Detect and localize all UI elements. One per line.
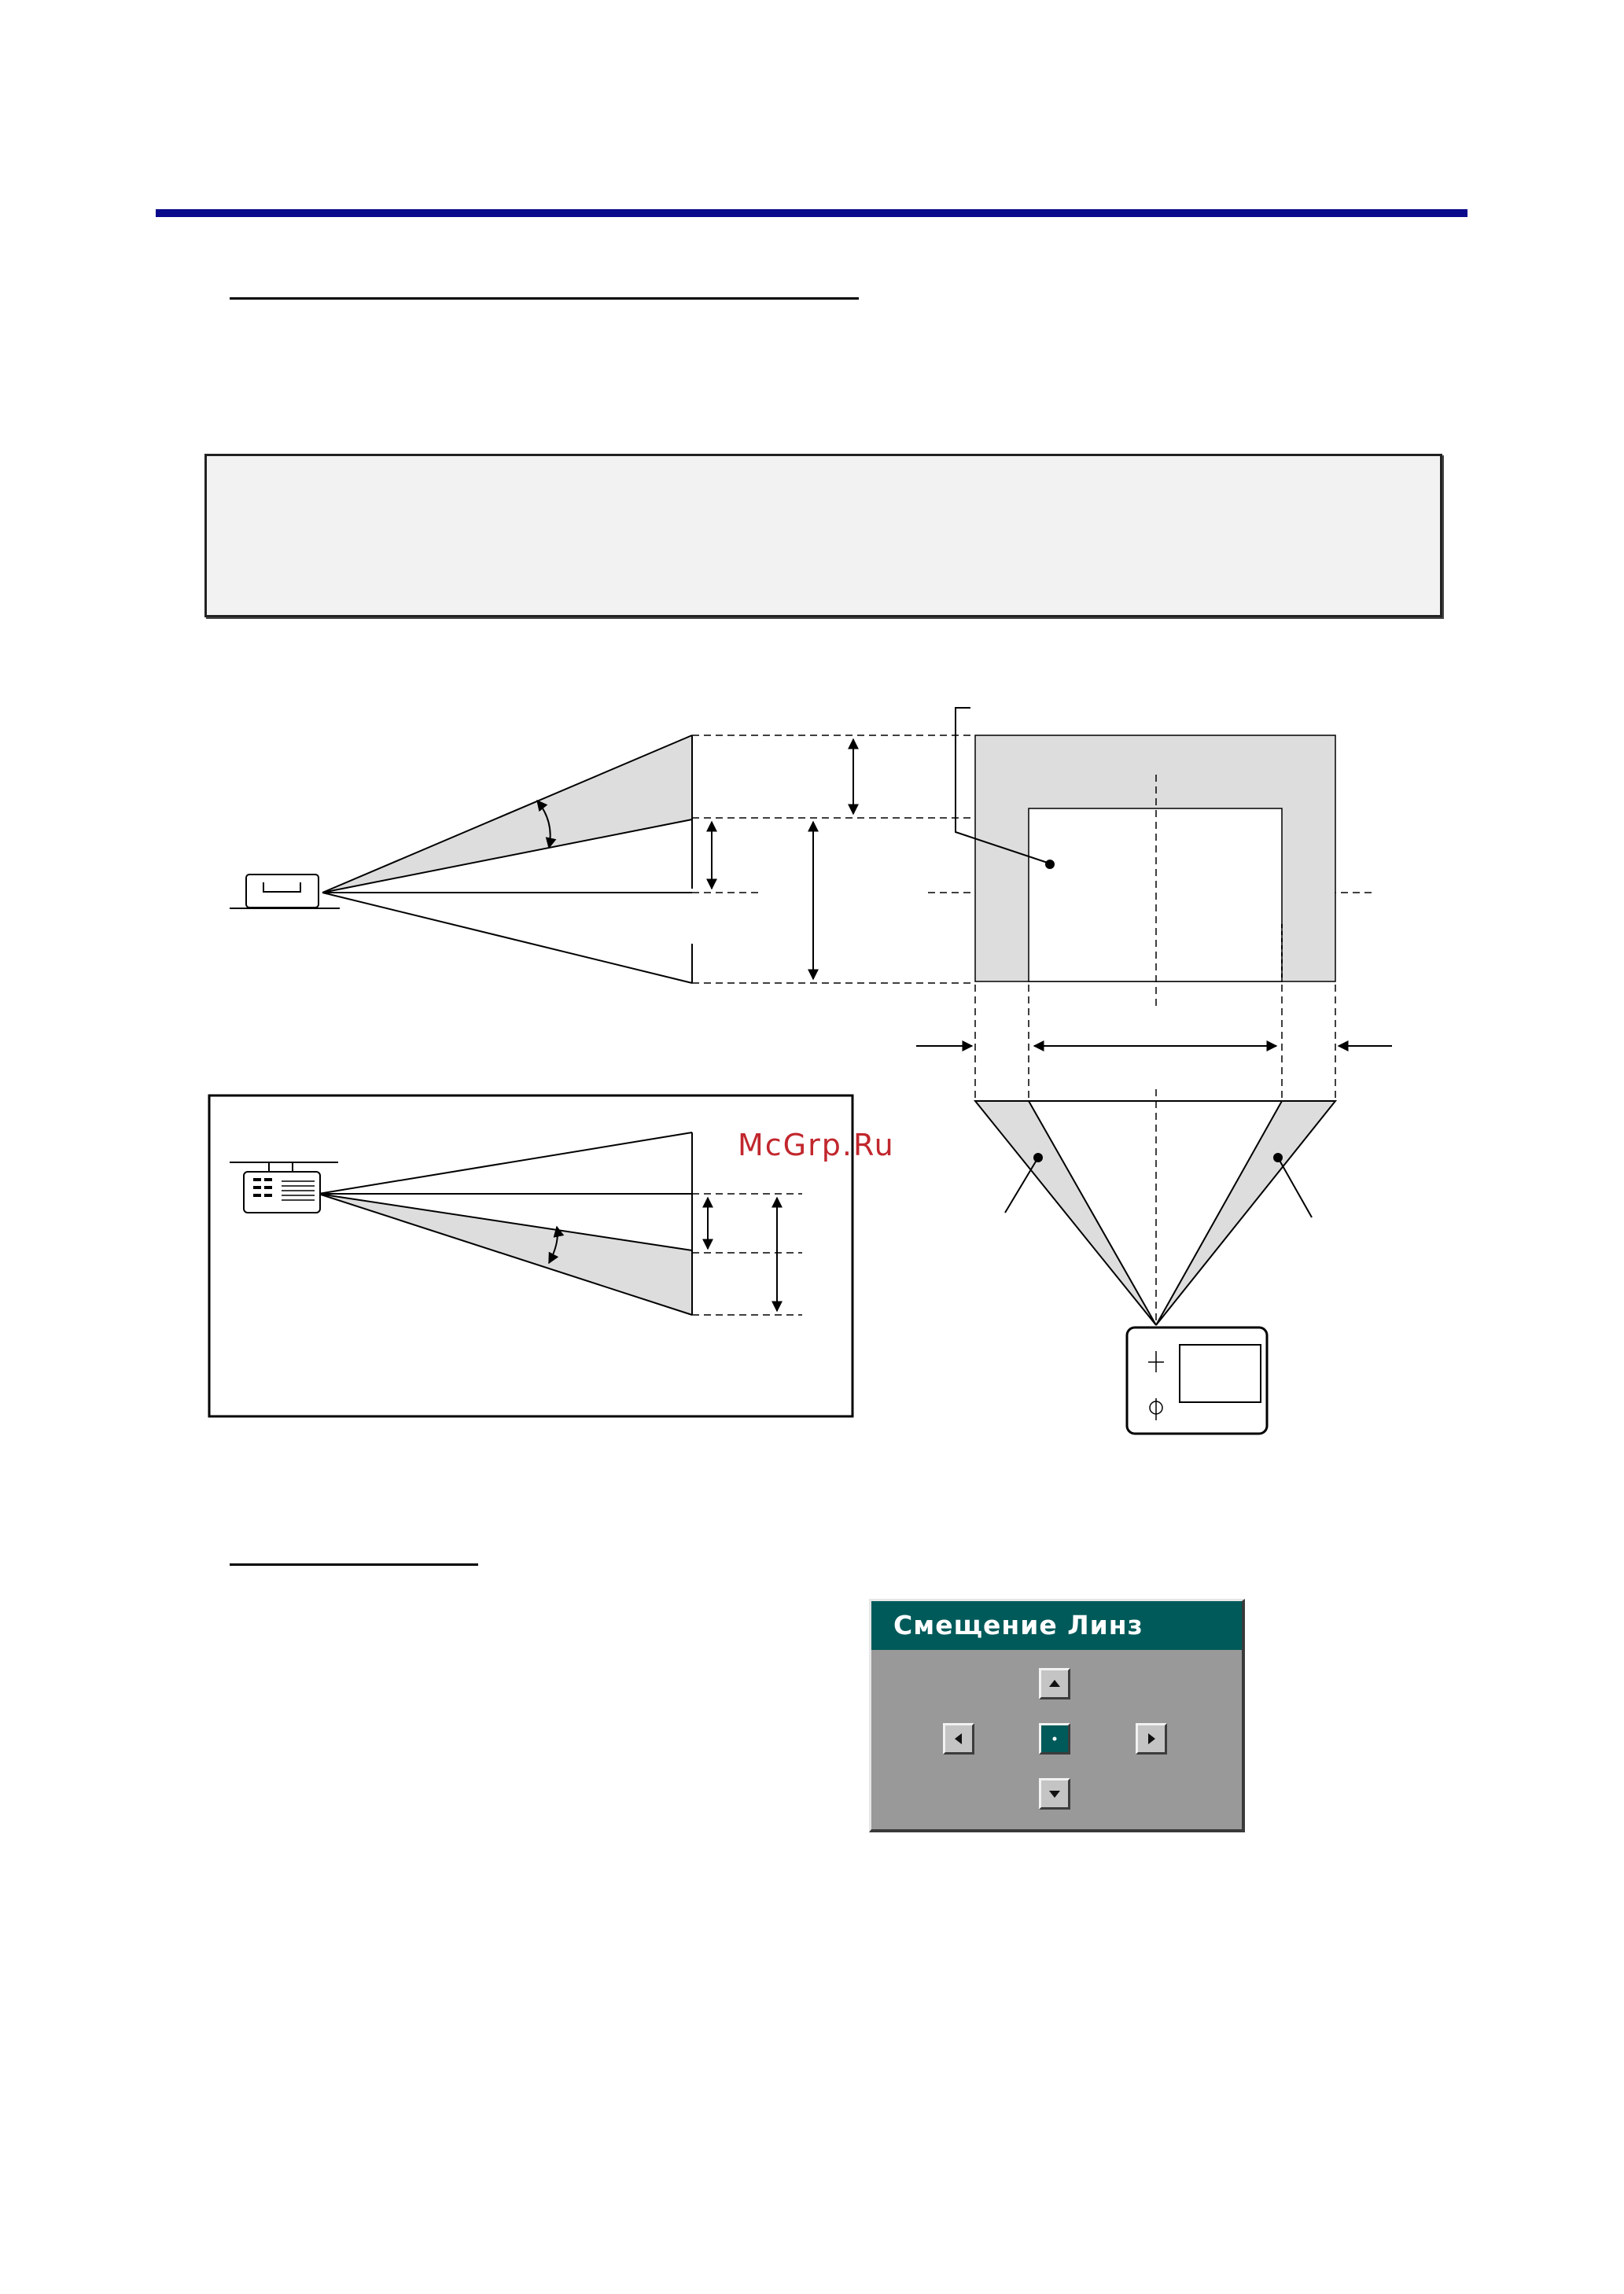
- watermark: McGrp.Ru: [738, 1128, 895, 1162]
- osd-title: Смещение Линз: [871, 1601, 1242, 1650]
- shift-left-button[interactable]: [943, 1723, 974, 1755]
- center-dot-icon: [1048, 1732, 1061, 1745]
- front-view-screen: [956, 708, 1335, 1011]
- beam-left-shift: [975, 1101, 1156, 1325]
- top-rule: [156, 209, 1467, 217]
- shift-center-button[interactable]: [1039, 1723, 1070, 1755]
- lens-shift-osd-panel: [869, 1599, 1245, 1832]
- projector-top-icon: [1127, 1327, 1267, 1434]
- top-view: [916, 985, 1392, 1434]
- up-arrow-icon: [1048, 1677, 1061, 1690]
- section-heading-underline-2: [230, 1563, 478, 1566]
- right-arrow-icon: [1145, 1732, 1158, 1745]
- shift-down-button[interactable]: [1039, 1778, 1070, 1810]
- shift-right-button[interactable]: [1136, 1723, 1167, 1755]
- section-heading-underline: [230, 297, 859, 300]
- note-box: [204, 454, 1442, 617]
- lens-shift-diagram: [0, 676, 1624, 1463]
- left-arrow-icon: [952, 1732, 965, 1745]
- down-arrow-icon: [1048, 1788, 1061, 1800]
- shift-up-button[interactable]: [1039, 1668, 1070, 1699]
